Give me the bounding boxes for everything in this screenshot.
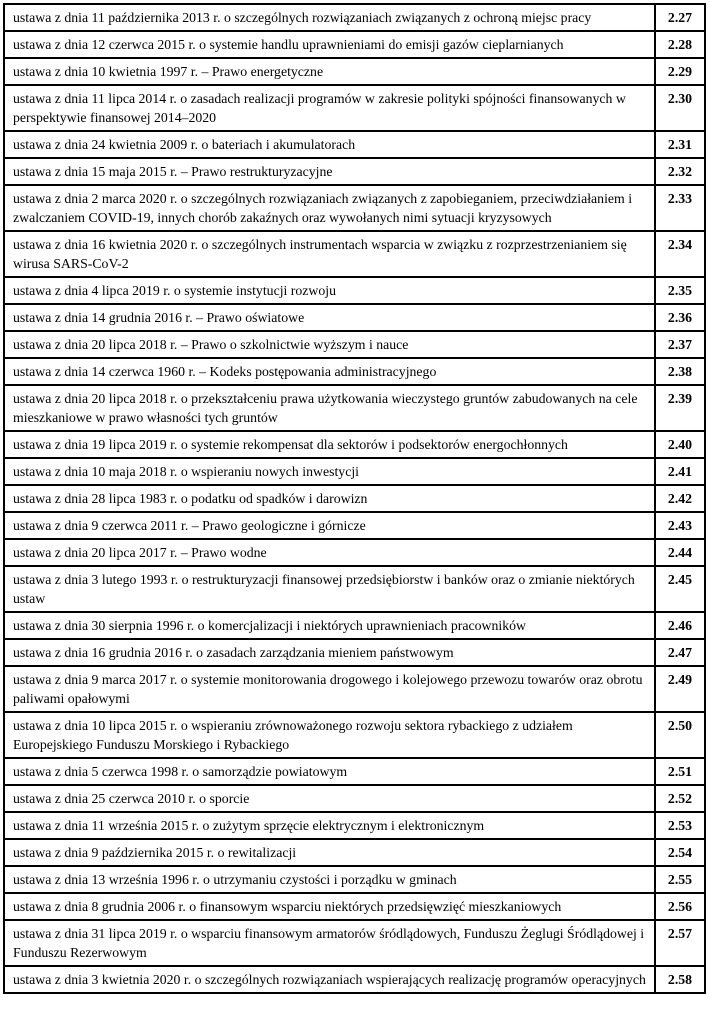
act-title-cell: ustawa z dnia 2 marca 2020 r. o szczególnych rozwiązaniach związanych z zapobieganiem, przeciwdziałaniem i zwalczaniem COVID-19, innych chorób zakaźnych oraz wywołanych nimi sytuacji kryzysowych <box>4 185 655 231</box>
table-row <box>4 920 705 966</box>
act-number-cell: 2.53 <box>655 812 705 839</box>
table-row <box>4 85 705 131</box>
table-row <box>4 785 705 812</box>
table-row <box>4 512 705 539</box>
table-row <box>4 612 705 639</box>
act-title-cell: ustawa z dnia 11 września 2015 r. o zużytym sprzęcie elektrycznym i elektronicznym <box>4 812 655 839</box>
table-row <box>4 566 705 612</box>
act-title-cell: ustawa z dnia 10 kwietnia 1997 r. – Prawo energetyczne <box>4 58 655 85</box>
table-row <box>4 231 705 277</box>
act-title-cell: ustawa z dnia 4 lipca 2019 r. o systemie instytucji rozwoju <box>4 277 655 304</box>
act-title-cell: ustawa z dnia 16 kwietnia 2020 r. o szczególnych instrumentach wsparcia w związku z rozprzestrzenianiem się wirusa SARS-CoV-2 <box>4 231 655 277</box>
table-row <box>4 839 705 866</box>
table-row <box>4 712 705 758</box>
act-number-cell: 2.58 <box>655 966 705 993</box>
table-row <box>4 866 705 893</box>
act-title-cell: ustawa z dnia 19 lipca 2019 r. o systemie rekompensat dla sektorów i podsektorów energochłonnych <box>4 431 655 458</box>
act-title-cell: ustawa z dnia 3 kwietnia 2020 r. o szczególnych rozwiązaniach wspierających realizację programów operacyjnych <box>4 966 655 993</box>
act-number-cell: 2.55 <box>655 866 705 893</box>
act-title-cell: ustawa z dnia 31 lipca 2019 r. o wsparciu finansowym armatorów śródlądowych, Funduszu Żeglugi Śródlądowej i Funduszu Rezerwowym <box>4 920 655 966</box>
act-title-cell: ustawa z dnia 10 maja 2018 r. o wspieraniu nowych inwestycji <box>4 458 655 485</box>
act-number-cell: 2.37 <box>655 331 705 358</box>
act-number-cell: 2.40 <box>655 431 705 458</box>
act-number-cell: 2.39 <box>655 385 705 431</box>
act-title-cell: ustawa z dnia 20 lipca 2018 r. o przekształceniu prawa użytkowania wieczystego gruntów zabudowanych na cele mieszkaniowe w prawo własności tych gruntów <box>4 385 655 431</box>
table-row <box>4 893 705 920</box>
act-number-cell: 2.29 <box>655 58 705 85</box>
act-title-cell: ustawa z dnia 8 grudnia 2006 r. o finansowym wsparciu niektórych przedsięwzięć mieszkaniowych <box>4 893 655 920</box>
table-row <box>4 4 705 31</box>
act-number-cell: 2.46 <box>655 612 705 639</box>
table-row <box>4 431 705 458</box>
act-number-cell: 2.41 <box>655 458 705 485</box>
table-row <box>4 666 705 712</box>
act-number-cell: 2.42 <box>655 485 705 512</box>
act-number-cell: 2.57 <box>655 920 705 966</box>
table-row <box>4 277 705 304</box>
act-number-cell: 2.43 <box>655 512 705 539</box>
acts-table-body <box>4 4 705 993</box>
act-number-cell: 2.52 <box>655 785 705 812</box>
act-title-cell: ustawa z dnia 15 maja 2015 r. – Prawo restrukturyzacyjne <box>4 158 655 185</box>
act-title-cell: ustawa z dnia 25 czerwca 2010 r. o sporcie <box>4 785 655 812</box>
act-title-cell: ustawa z dnia 14 czerwca 1960 r. – Kodeks postępowania administracyjnego <box>4 358 655 385</box>
act-number-cell: 2.33 <box>655 185 705 231</box>
act-number-cell: 2.49 <box>655 666 705 712</box>
table-row <box>4 358 705 385</box>
act-title-cell: ustawa z dnia 14 grudnia 2016 r. – Prawo oświatowe <box>4 304 655 331</box>
act-number-cell: 2.44 <box>655 539 705 566</box>
act-title-cell: ustawa z dnia 10 lipca 2015 r. o wspieraniu zrównoważonego rozwoju sektora rybackiego z udziałem Europejskiego Funduszu Morskiego i Rybackiego <box>4 712 655 758</box>
act-number-cell: 2.51 <box>655 758 705 785</box>
table-row <box>4 639 705 666</box>
act-title-cell: ustawa z dnia 24 kwietnia 2009 r. o bateriach i akumulatorach <box>4 131 655 158</box>
acts-table <box>3 3 706 994</box>
act-number-cell: 2.32 <box>655 158 705 185</box>
act-title-cell: ustawa z dnia 28 lipca 1983 r. o podatku od spadków i darowizn <box>4 485 655 512</box>
table-row <box>4 758 705 785</box>
table-row <box>4 458 705 485</box>
table-row <box>4 158 705 185</box>
table-row <box>4 304 705 331</box>
act-number-cell: 2.56 <box>655 893 705 920</box>
act-number-cell: 2.34 <box>655 231 705 277</box>
act-title-cell: ustawa z dnia 20 lipca 2018 r. – Prawo o szkolnictwie wyższym i nauce <box>4 331 655 358</box>
table-row <box>4 485 705 512</box>
table-row <box>4 966 705 993</box>
table-row <box>4 58 705 85</box>
act-number-cell: 2.36 <box>655 304 705 331</box>
act-title-cell: ustawa z dnia 12 czerwca 2015 r. o systemie handlu uprawnieniami do emisji gazów cieplarnianych <box>4 31 655 58</box>
act-number-cell: 2.30 <box>655 85 705 131</box>
act-number-cell: 2.50 <box>655 712 705 758</box>
act-number-cell: 2.31 <box>655 131 705 158</box>
act-number-cell: 2.38 <box>655 358 705 385</box>
act-title-cell: ustawa z dnia 13 września 1996 r. o utrzymaniu czystości i porządku w gminach <box>4 866 655 893</box>
act-title-cell: ustawa z dnia 16 grudnia 2016 r. o zasadach zarządzania mieniem państwowym <box>4 639 655 666</box>
act-number-cell: 2.45 <box>655 566 705 612</box>
act-number-cell: 2.28 <box>655 31 705 58</box>
act-title-cell: ustawa z dnia 11 października 2013 r. o szczególnych rozwiązaniach związanych z ochroną miejsc pracy <box>4 4 655 31</box>
act-title-cell: ustawa z dnia 30 sierpnia 1996 r. o komercjalizacji i niektórych uprawnieniach pracowników <box>4 612 655 639</box>
table-row <box>4 385 705 431</box>
act-title-cell: ustawa z dnia 9 października 2015 r. o rewitalizacji <box>4 839 655 866</box>
table-row <box>4 131 705 158</box>
act-number-cell: 2.47 <box>655 639 705 666</box>
table-row <box>4 31 705 58</box>
act-title-cell: ustawa z dnia 20 lipca 2017 r. – Prawo wodne <box>4 539 655 566</box>
act-title-cell: ustawa z dnia 9 marca 2017 r. o systemie monitorowania drogowego i kolejowego przewozu towarów oraz obrotu paliwami opałowymi <box>4 666 655 712</box>
table-row <box>4 812 705 839</box>
act-number-cell: 2.35 <box>655 277 705 304</box>
act-title-cell: ustawa z dnia 5 czerwca 1998 r. o samorządzie powiatowym <box>4 758 655 785</box>
act-title-cell: ustawa z dnia 9 czerwca 2011 r. – Prawo geologiczne i górnicze <box>4 512 655 539</box>
table-row <box>4 185 705 231</box>
act-number-cell: 2.27 <box>655 4 705 31</box>
act-title-cell: ustawa z dnia 11 lipca 2014 r. o zasadach realizacji programów w zakresie polityki spójności finansowanych w perspektywie finansowej 2014–2020 <box>4 85 655 131</box>
table-row <box>4 539 705 566</box>
table-row <box>4 331 705 358</box>
act-number-cell: 2.54 <box>655 839 705 866</box>
act-title-cell: ustawa z dnia 3 lutego 1993 r. o restrukturyzacji finansowej przedsiębiorstw i banków oraz o zmianie niektórych ustaw <box>4 566 655 612</box>
